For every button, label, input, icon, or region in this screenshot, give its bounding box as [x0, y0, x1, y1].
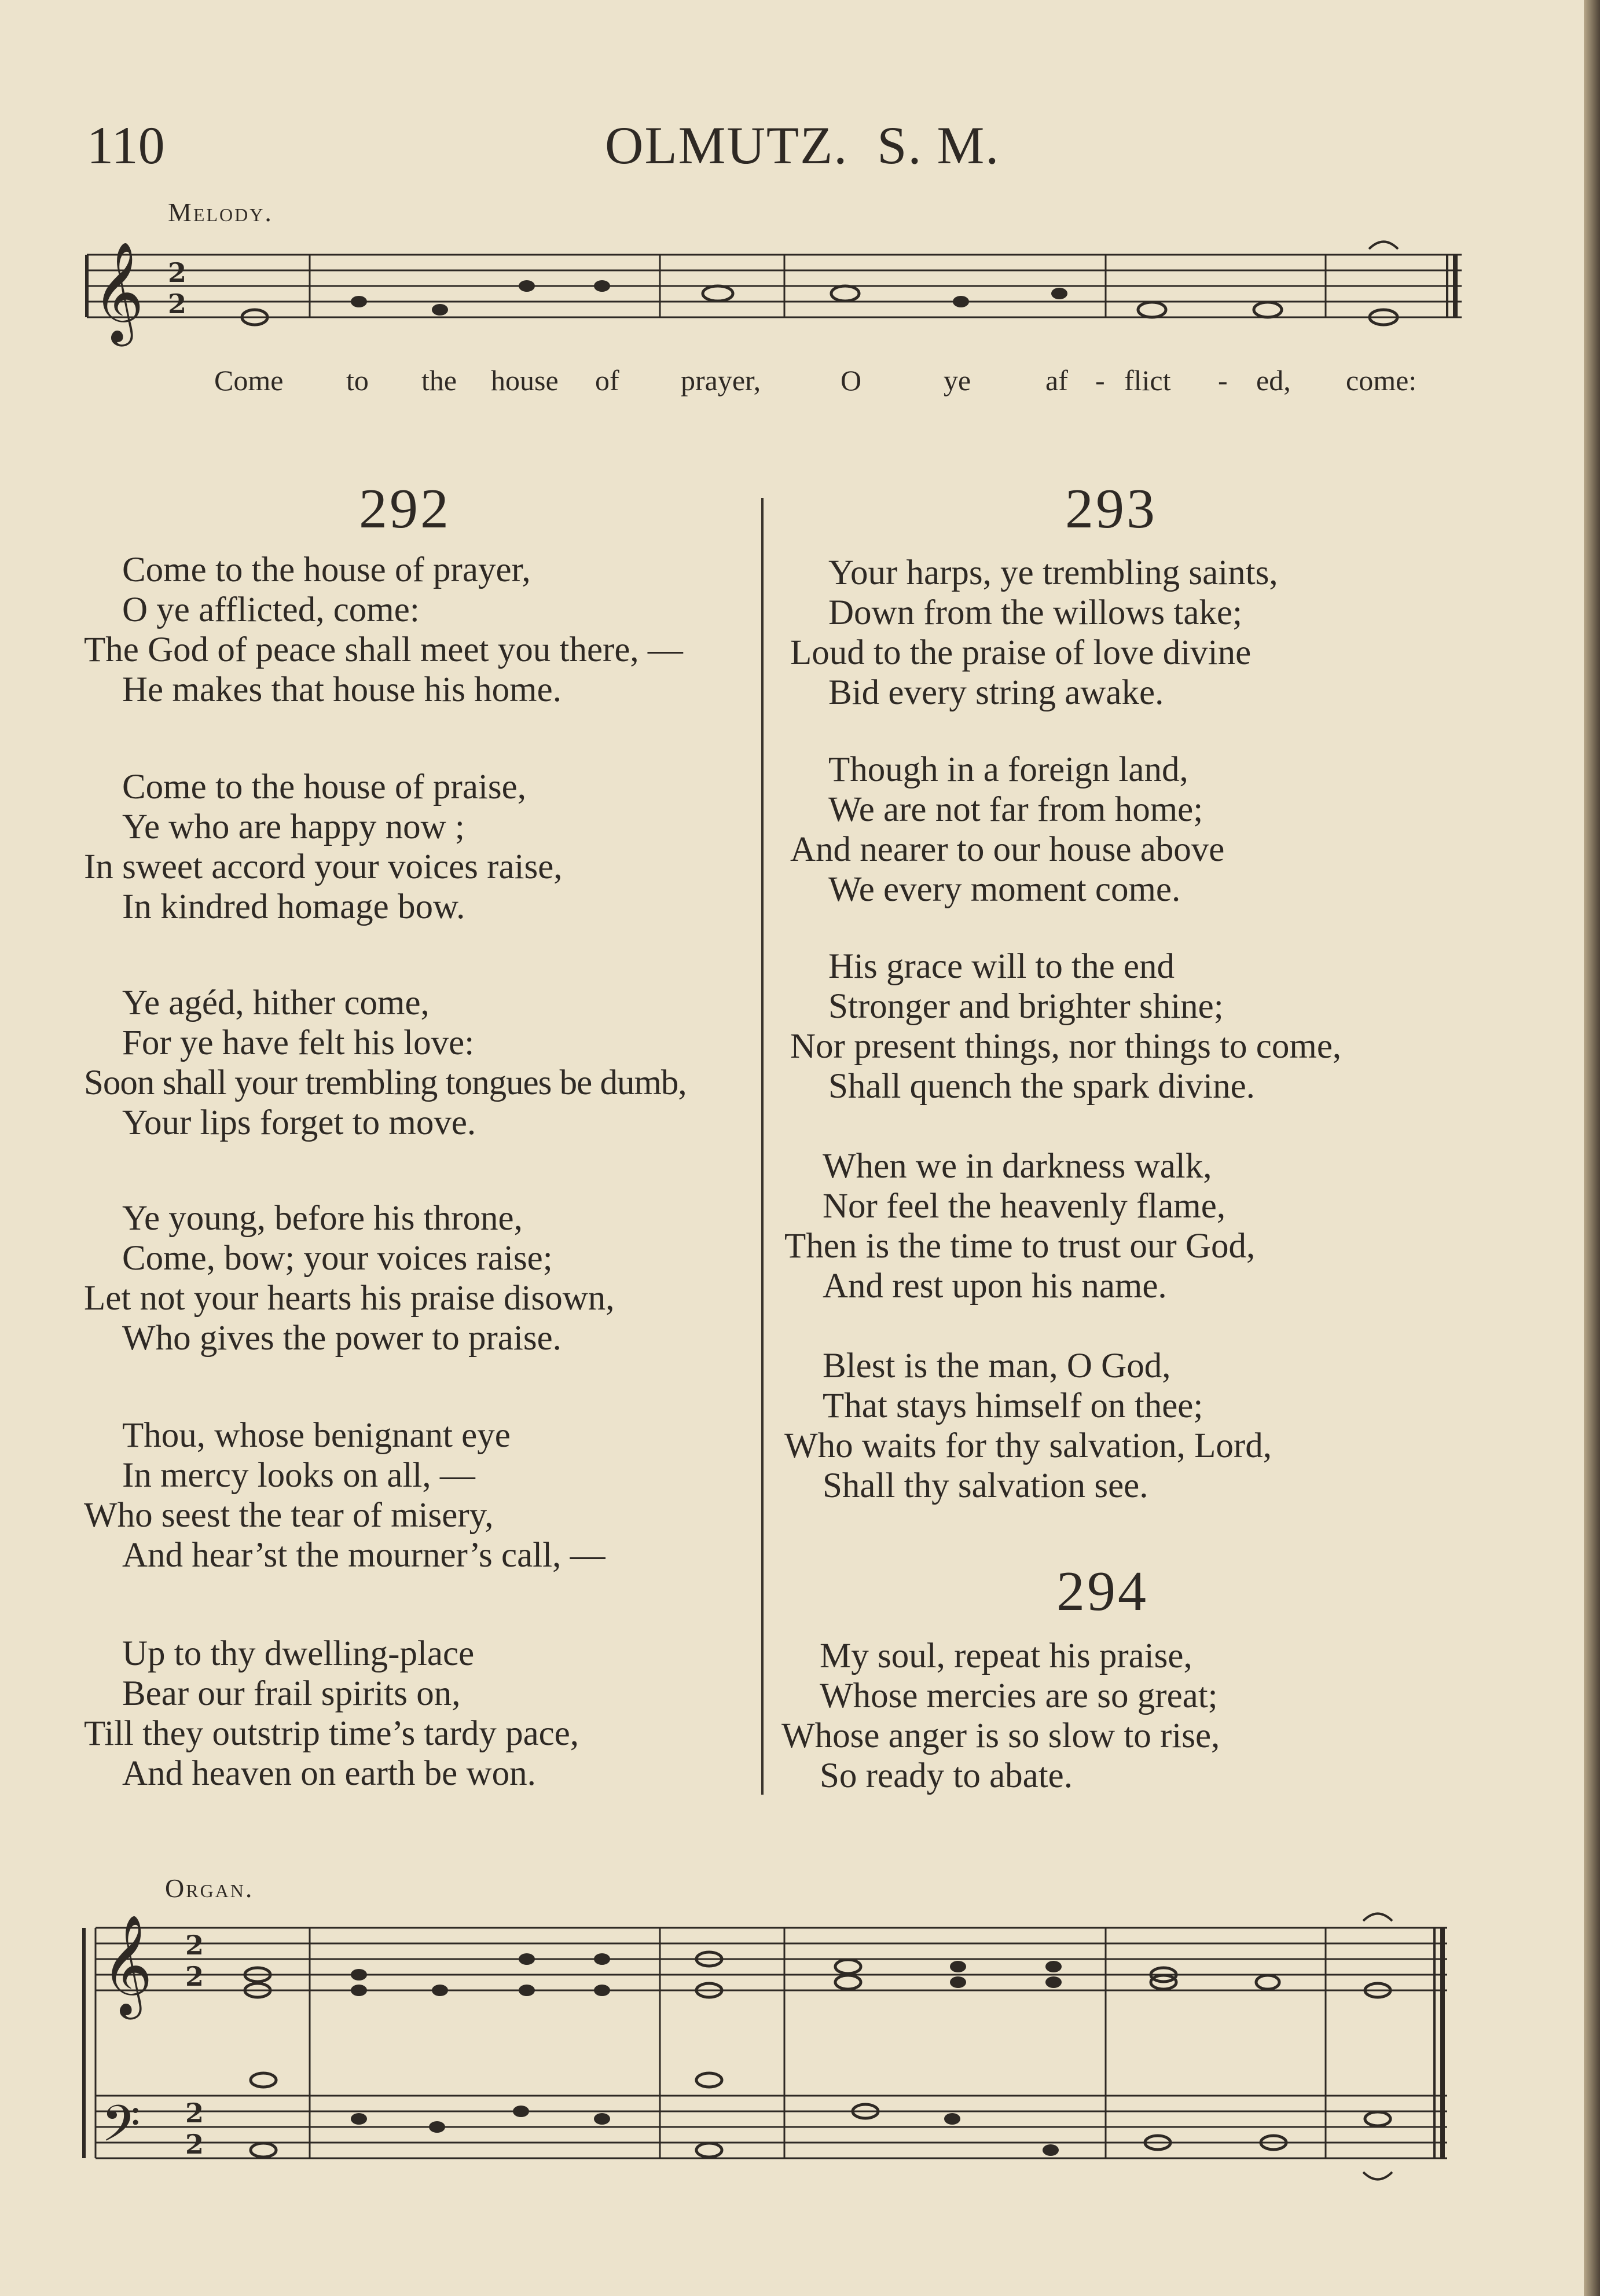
svg-text:2: 2 — [185, 2097, 204, 2129]
verse-line: Your lips forget to move. — [122, 1103, 476, 1142]
verse-line: So ready to abate. — [820, 1756, 1073, 1795]
verse-line: Nor feel the heavenly flame, — [823, 1187, 1226, 1226]
verse-line: Come to the house of prayer, — [122, 551, 531, 589]
verse-line: Loud to the praise of love divine — [790, 633, 1252, 672]
svg-text:𝄞: 𝄞 — [93, 241, 144, 342]
lyric-syllable: of — [595, 364, 619, 397]
verse-line: My soul, repeat his praise, — [820, 1637, 1192, 1675]
verse-line: Bid every string awake. — [828, 673, 1164, 712]
tune-name: OLMUTZ. — [605, 116, 849, 175]
hymn-292-stanza-6 — [84, 1634, 579, 1793]
lyric-syllable: to — [346, 364, 369, 397]
verse-line: Who gives the power to praise. — [122, 1319, 562, 1358]
lyric-syllable: ed, — [1256, 364, 1291, 397]
verse-line: We are not far from home; — [828, 790, 1203, 829]
verse-line: In mercy looks on all, — — [122, 1456, 475, 1495]
verse-line: Ye who are happy now ; — [122, 808, 465, 846]
verse-line: Whose mercies are so great; — [820, 1677, 1218, 1715]
lyric-syllable: prayer, — [681, 364, 761, 397]
hymn-292-stanza-1 — [84, 550, 683, 710]
lyric-syllable: ye — [944, 364, 971, 397]
verse-line: Till they outstrip time’s tardy pace, — [84, 1714, 579, 1753]
verse-line: The God of peace shall meet you there, — — [84, 630, 683, 669]
verse-line: Up to thy dwelling-place — [122, 1634, 475, 1673]
verse-line: Thou, whose benignant eye — [122, 1416, 511, 1455]
verse-line: And rest upon his name. — [823, 1267, 1167, 1305]
organ-treble-staff — [96, 1928, 1447, 1990]
svg-text:2: 2 — [185, 2129, 204, 2160]
svg-text:2: 2 — [185, 1930, 204, 1961]
lyric-syllable: - — [1095, 364, 1105, 397]
hymn-292-stanza-2 — [84, 767, 563, 927]
melody-notes — [93, 241, 1398, 347]
verse-line: And nearer to our house above — [790, 830, 1225, 869]
svg-text:2: 2 — [185, 1961, 204, 1992]
verse-line: Ye agéd, hither come, — [122, 984, 430, 1022]
verse-line: Who seest the tear of misery, — [84, 1496, 494, 1535]
hymn-292-stanza-4 — [84, 1198, 615, 1358]
verse-line: Down from the willows take; — [828, 593, 1242, 632]
verse-line: Who waits for thy salvation, Lord, — [784, 1426, 1272, 1465]
verse-line: Shall quench the spark divine. — [828, 1067, 1255, 1106]
hymn-293-stanza-2 — [790, 750, 1224, 909]
verse-line: He makes that house his home. — [122, 670, 562, 709]
svg-text:𝄢: 𝄢 — [101, 2095, 141, 2165]
hymn-293-stanza-5 — [784, 1346, 1272, 1506]
hymn-293-stanza-1 — [790, 553, 1278, 713]
hymn-294-stanza-1 — [781, 1636, 1220, 1796]
organ-barlines — [84, 1928, 1443, 2158]
hymn-292-stanza-5 — [84, 1415, 605, 1575]
verse-line: Nor present things, nor things to come, — [790, 1027, 1342, 1066]
verse-line: Ye young, before his throne, — [122, 1199, 523, 1238]
lyric-syllable: Come — [214, 364, 284, 397]
verse-line: O ye afflicted, come: — [122, 590, 420, 629]
page-number: 110 — [87, 116, 165, 175]
verse-line: Come to the house of praise, — [122, 768, 526, 806]
hymn-293-stanza-3 — [790, 947, 1341, 1106]
organ-label: Organ. — [165, 1873, 254, 1903]
melody-label: Melody. — [168, 197, 273, 227]
organ-notes — [101, 1914, 1392, 2180]
hymn-number-294: 294 — [1056, 1560, 1148, 1623]
hymn-number-292: 292 — [359, 478, 451, 540]
verse-line: Soon shall your trembling tongues be dumb, — [84, 1063, 687, 1102]
svg-text:2: 2 — [168, 288, 187, 320]
verse-line: And heaven on earth be won. — [122, 1754, 536, 1793]
lyric-syllable: af — [1045, 364, 1068, 397]
lyric-syllable: flict — [1124, 364, 1171, 397]
tune-meter: S. M. — [877, 116, 1000, 175]
verse-line: That stays himself on thee; — [823, 1387, 1203, 1425]
verse-line: Blest is the man, O God, — [823, 1347, 1171, 1385]
verse-line: Your harps, ye trembling saints, — [828, 553, 1278, 592]
hymn-293-stanza-4 — [784, 1146, 1255, 1306]
verse-line: We every moment come. — [828, 870, 1181, 909]
organ-bass-staff — [96, 2096, 1447, 2158]
hymn-292-stanza-3 — [84, 983, 687, 1143]
lyric-syllable: come: — [1346, 364, 1417, 397]
melody-lyrics — [0, 364, 1600, 398]
lyric-syllable: - — [1218, 364, 1228, 397]
verse-line: Stronger and brighter shine; — [828, 987, 1224, 1026]
verse-line: In kindred homage bow. — [122, 887, 465, 926]
verse-line: Bear our frail spirits on, — [122, 1674, 461, 1713]
hymn-number-293: 293 — [1065, 478, 1157, 540]
verse-line: Then is the time to trust our God, — [784, 1227, 1256, 1266]
svg-text:𝄞: 𝄞 — [101, 1914, 153, 2015]
svg-text:2: 2 — [168, 257, 187, 288]
verse-line: Let not your hearts his praise disown, — [84, 1279, 615, 1318]
verse-line: Though in a foreign land, — [828, 750, 1188, 789]
verse-line: When we in darkness walk, — [823, 1147, 1212, 1186]
lyric-syllable: the — [421, 364, 457, 397]
verse-line: Shall thy salvation see. — [823, 1466, 1148, 1505]
verse-line: Whose anger is so slow to rise, — [781, 1717, 1220, 1755]
verse-line: In sweet accord your voices raise, — [84, 848, 563, 886]
verse-line: His grace will to the end — [828, 947, 1175, 986]
verse-line: And hear’st the mourner’s call, — — [122, 1536, 605, 1575]
verse-line: For ye have felt his love: — [122, 1024, 475, 1062]
column-divider — [761, 498, 764, 1795]
lyric-syllable: house — [491, 364, 559, 397]
verse-line: Come, bow; your voices raise; — [122, 1239, 553, 1278]
lyric-syllable: O — [841, 364, 862, 397]
